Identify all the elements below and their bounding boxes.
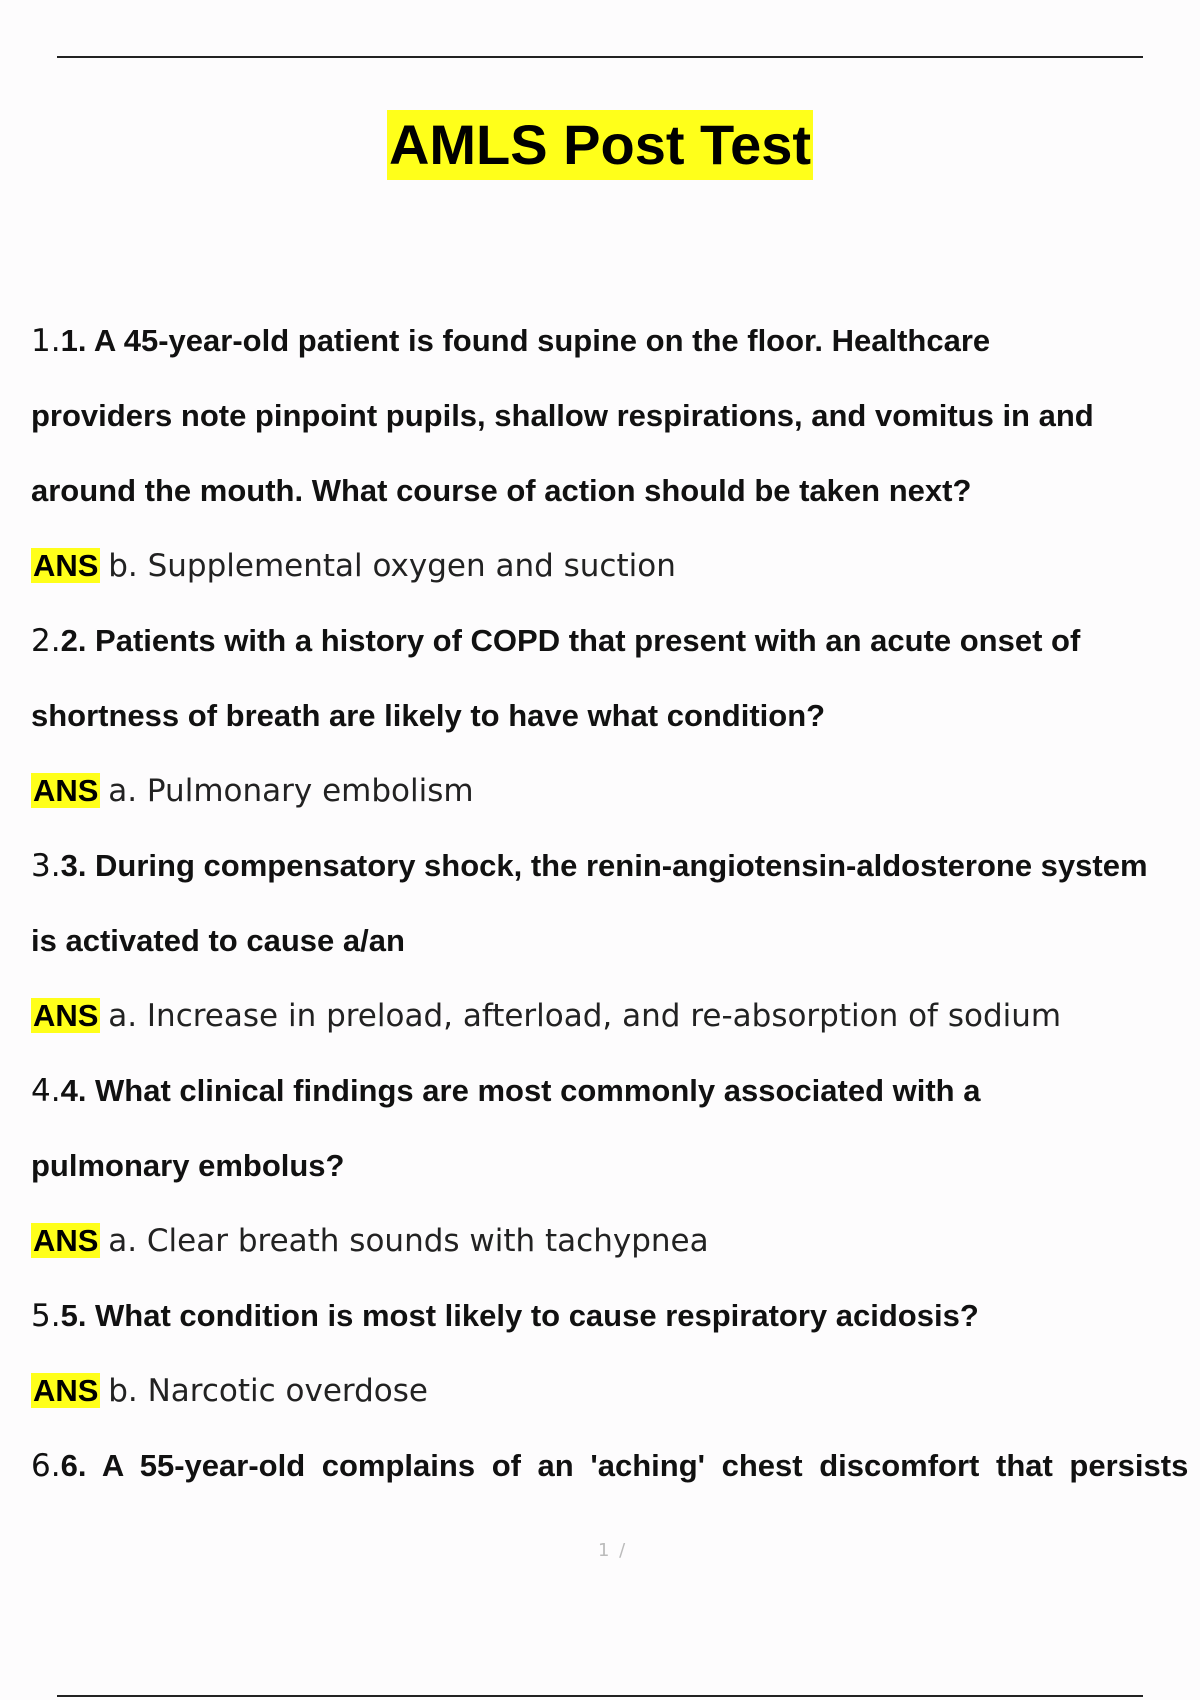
ans-label: ANS	[33, 548, 99, 583]
question-number: 4.	[31, 1073, 61, 1109]
answer-line	[31, 983, 1200, 1058]
bottom-rule	[57, 1695, 1143, 1697]
answer-text: a. Pulmonary embolism	[108, 773, 474, 809]
question-number: 3.	[31, 848, 61, 884]
question-text: pulmonary embolus?	[31, 1148, 345, 1183]
question-line	[31, 908, 1200, 983]
question-line	[31, 308, 1200, 383]
question-text: around the mouth. What course of action should be taken next?	[31, 473, 972, 508]
question-text: providers note pinpoint pupils, shallow respirations, and vomitus in and	[31, 398, 1094, 433]
question-line	[31, 608, 1200, 683]
page-number: 1 /	[598, 1540, 628, 1561]
ans-label: ANS	[33, 773, 99, 808]
question-list	[31, 308, 1200, 1508]
answer-text: a. Clear breath sounds with tachypnea	[108, 1223, 709, 1259]
ans-label: ANS	[33, 1373, 99, 1408]
question-text: is activated to cause a/an	[31, 923, 405, 958]
question-number: 1.	[31, 323, 61, 359]
answer-line	[31, 758, 1200, 833]
question-text: 5. What condition is most likely to cause respiratory acidosis?	[60, 1298, 979, 1333]
question-line	[31, 1058, 1200, 1133]
question-number: 6.	[31, 1448, 61, 1484]
answer-text: a. Increase in preload, afterload, and re-absorption of sodium	[108, 998, 1062, 1034]
answer-text: b. Supplemental oxygen and suction	[108, 548, 676, 584]
question-text: 1. A 45-year-old patient is found supine on the floor. Healthcare	[60, 323, 991, 358]
question-line	[31, 1133, 1200, 1208]
question-text: shortness of breath are likely to have what condition?	[31, 698, 826, 733]
question-line	[31, 833, 1200, 908]
question-line	[31, 458, 1200, 533]
top-rule	[57, 56, 1143, 58]
page-title: AMLS Post Test	[387, 110, 813, 180]
question-text: 4. What clinical findings are most commonly associated with a	[60, 1073, 981, 1108]
answer-line	[31, 1358, 1200, 1433]
ans-label: ANS	[33, 998, 99, 1033]
question-line	[31, 1283, 1200, 1358]
question-text: 2. Patients with a history of COPD that present with an acute onset of	[60, 623, 1081, 658]
question-number: 2.	[31, 623, 61, 659]
question-number: 5.	[31, 1298, 61, 1334]
ans-label: ANS	[33, 1223, 99, 1258]
question-line	[31, 683, 1200, 758]
question-line	[31, 1433, 1200, 1508]
answer-line	[31, 1208, 1200, 1283]
answer-line	[31, 533, 1200, 608]
title-container	[0, 110, 1200, 180]
question-text: 3. During compensatory shock, the renin-angiotensin-aldosterone system	[60, 848, 1148, 883]
question-text: 6. A 55-year-old complains of an 'aching' chest discomfort that persists	[60, 1448, 1189, 1483]
question-line	[31, 383, 1200, 458]
answer-text: b. Narcotic overdose	[108, 1373, 428, 1409]
